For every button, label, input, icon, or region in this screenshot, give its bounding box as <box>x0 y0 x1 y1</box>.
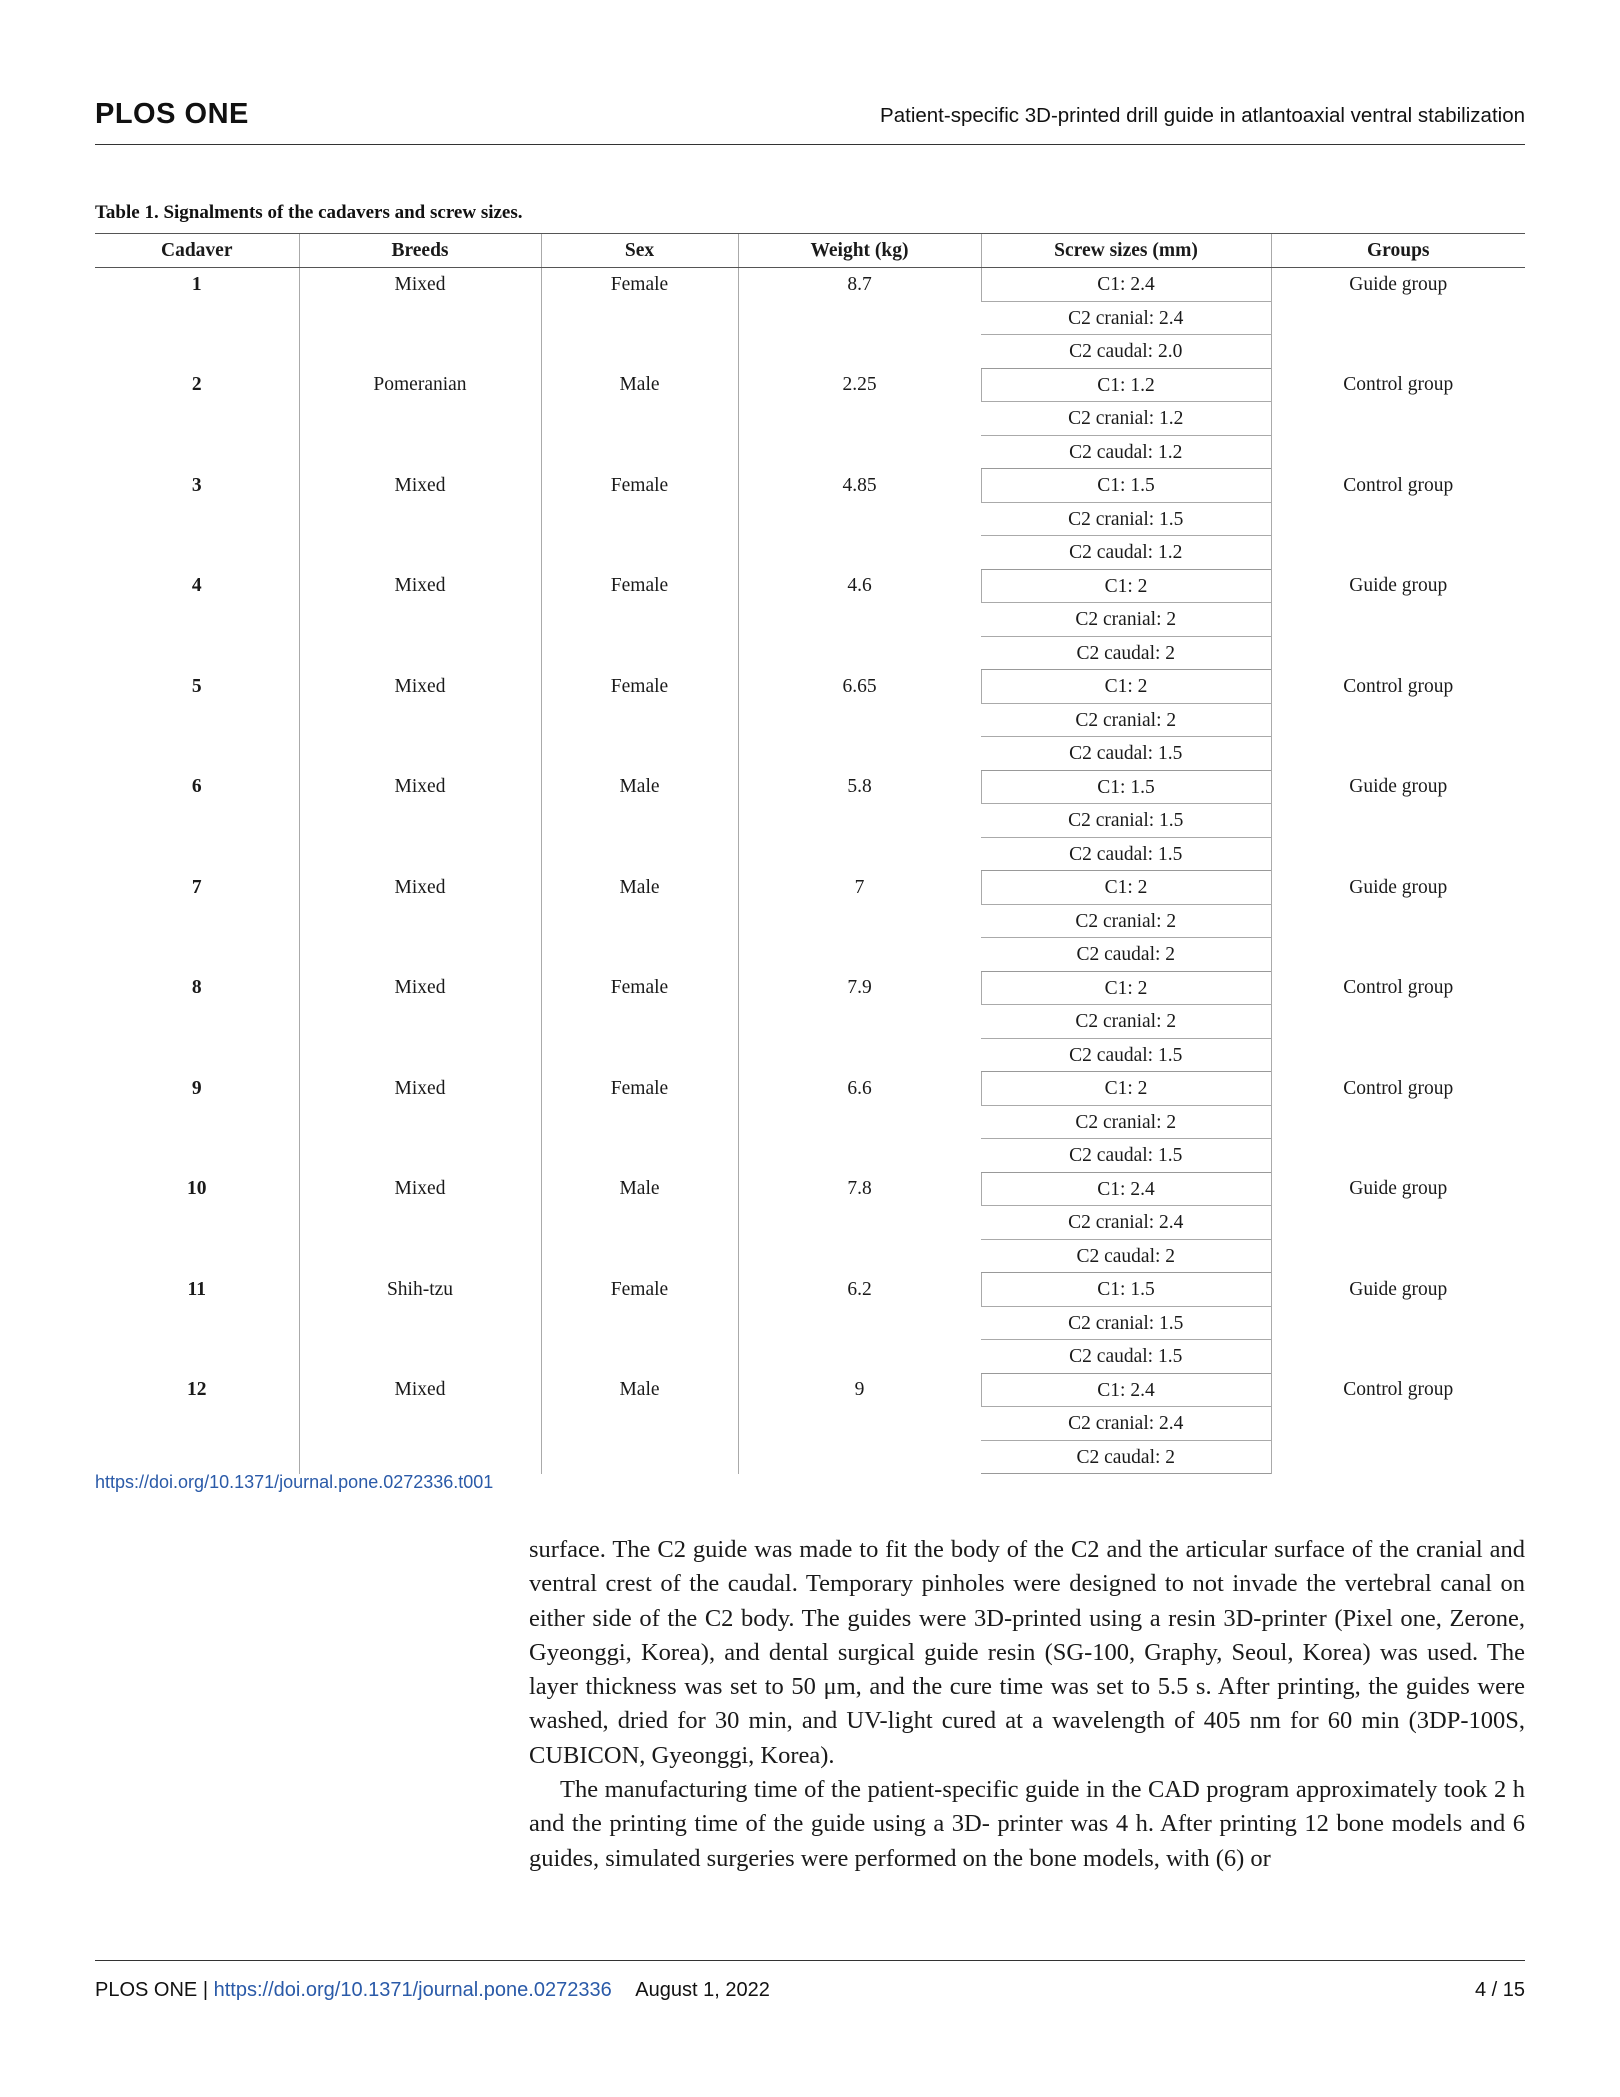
table-caption: Table 1. Signalments of the cadavers and screw sizes. <box>95 202 523 223</box>
cell-breed: Mixed <box>299 1072 541 1173</box>
cell-cadaver: 5 <box>191 675 202 697</box>
column-header-groups: Groups <box>1271 234 1525 268</box>
cell-breed: Mixed <box>299 469 541 570</box>
cell-cadaver: 10 <box>187 1178 207 1199</box>
cell-breed: Mixed <box>299 670 541 771</box>
table-row <box>95 1273 1525 1307</box>
cell-weight: 6.65 <box>738 670 981 771</box>
cell-breed: Pomeranian <box>299 368 541 469</box>
cell-weight: 6.6 <box>738 1072 981 1173</box>
cell-screw-size: C2 cranial: 2 <box>981 1105 1271 1139</box>
table-row <box>95 1072 1525 1106</box>
cell-screw-size: C2 caudal: 2 <box>981 1440 1271 1474</box>
cell-weight: 7.8 <box>738 1172 981 1273</box>
cell-cadaver: 12 <box>187 1379 207 1400</box>
cell-screw-size: C2 cranial: 2 <box>981 603 1271 637</box>
cell-screw-size: C1: 2.4 <box>981 1172 1271 1206</box>
table-row <box>95 670 1525 704</box>
cell-weight: 9 <box>738 1373 981 1474</box>
cell-screw-size: C2 cranial: 2.4 <box>981 301 1271 335</box>
cell-screw-size: C1: 1.5 <box>981 469 1271 503</box>
cell-cadaver: 4 <box>191 575 202 596</box>
cell-sex: Male <box>541 871 738 972</box>
cell-weight: 4.6 <box>738 569 981 670</box>
cell-breed: Mixed <box>299 1373 541 1474</box>
cell-breed: Shih-tzu <box>299 1273 541 1374</box>
body-text <box>529 1533 1525 1876</box>
cell-group: Control group <box>1271 670 1525 771</box>
column-header-breeds: Breeds <box>299 234 541 268</box>
table-row <box>95 1373 1525 1407</box>
cell-breed: Mixed <box>299 268 541 369</box>
cell-screw-size: C1: 1.2 <box>981 368 1271 402</box>
cell-weight: 2.25 <box>738 368 981 469</box>
cell-group: Control group <box>1271 1373 1525 1474</box>
table-row <box>95 368 1525 402</box>
cell-screw-size: C1: 1.5 <box>981 1273 1271 1307</box>
table-row <box>95 971 1525 1005</box>
table-header-row <box>95 234 1525 268</box>
cell-cadaver: 3 <box>191 474 202 496</box>
footer-separator: | <box>202 1979 209 2001</box>
cell-sex: Female <box>541 670 738 771</box>
footer-date: August 1, 2022 <box>635 1979 770 2001</box>
cell-sex: Male <box>541 368 738 469</box>
cell-sex: Female <box>541 1273 738 1374</box>
cell-group: Control group <box>1271 971 1525 1072</box>
cell-screw-size: C2 caudal: 1.5 <box>981 1340 1271 1374</box>
cell-cadaver: 8 <box>191 977 202 998</box>
cell-screw-size: C2 cranial: 2 <box>981 703 1271 737</box>
cell-breed: Mixed <box>299 569 541 670</box>
cell-group: Guide group <box>1271 1172 1525 1273</box>
page-header <box>95 92 1525 145</box>
cell-cadaver: 7 <box>191 876 202 898</box>
table-row <box>95 469 1525 503</box>
cell-screw-size: C1: 2.4 <box>981 1373 1271 1407</box>
cell-sex: Female <box>541 469 738 570</box>
column-header-screw-sizes: Screw sizes (mm) <box>981 234 1271 268</box>
cell-sex: Male <box>541 770 738 871</box>
table-row <box>95 871 1525 905</box>
table-row <box>95 569 1525 603</box>
cell-screw-size: C1: 2.4 <box>981 268 1271 302</box>
cell-screw-size: C2 caudal: 2 <box>981 636 1271 670</box>
cell-cadaver: 2 <box>191 374 202 395</box>
cell-group: Guide group <box>1271 268 1525 369</box>
cell-screw-size: C2 cranial: 2.4 <box>981 1206 1271 1240</box>
cell-sex: Female <box>541 569 738 670</box>
cell-group: Guide group <box>1271 770 1525 871</box>
cell-breed: Mixed <box>299 971 541 1072</box>
cell-group: Control group <box>1271 368 1525 469</box>
footer-journal: PLOS ONE <box>95 1979 198 2001</box>
cell-weight: 7.9 <box>738 971 981 1072</box>
cell-sex: Female <box>541 971 738 1072</box>
cell-screw-size: C2 cranial: 2.4 <box>981 1407 1271 1441</box>
cell-screw-size: C2 caudal: 1.5 <box>981 737 1271 771</box>
column-header-weight: Weight (kg) <box>738 234 981 268</box>
cell-screw-size: C2 caudal: 1.5 <box>981 1139 1271 1173</box>
cell-breed: Mixed <box>299 871 541 972</box>
cell-screw-size: C2 caudal: 2 <box>981 938 1271 972</box>
cell-cadaver: 6 <box>191 776 202 797</box>
cell-screw-size: C2 caudal: 1.5 <box>981 837 1271 871</box>
cell-breed: Mixed <box>299 1172 541 1273</box>
cell-screw-size: C2 cranial: 1.2 <box>981 402 1271 436</box>
cell-weight: 7 <box>738 871 981 972</box>
body-paragraph-2: The manufacturing time of the patient-specific guide in the CAD program approximately took 2 h and the printing time of the guide using a 3D- printer was 4 h. After printing 12 bone models and 6 guides, simulated surgeries were performed on the bone models, with (6) or <box>529 1776 1525 1872</box>
cell-cadaver: 1 <box>191 274 202 295</box>
cell-screw-size: C1: 2 <box>981 871 1271 905</box>
cell-weight: 5.8 <box>738 770 981 871</box>
cell-group: Guide group <box>1271 871 1525 972</box>
running-title: Patient-specific 3D-printed drill guide in atlantoaxial ventral stabilization <box>880 104 1525 127</box>
column-header-cadaver: Cadaver <box>95 234 299 268</box>
cell-screw-size: C1: 1.5 <box>981 770 1271 804</box>
cell-screw-size: C1: 2 <box>981 670 1271 704</box>
cell-sex: Male <box>541 1373 738 1474</box>
cell-screw-size: C2 cranial: 1.5 <box>981 804 1271 838</box>
cell-breed: Mixed <box>299 770 541 871</box>
footer-citation <box>95 1979 770 2002</box>
table-row <box>95 1172 1525 1206</box>
cell-screw-size: C2 cranial: 1.5 <box>981 502 1271 536</box>
page-number: 4 / 15 <box>1474 1979 1525 2001</box>
cell-screw-size: C2 caudal: 1.2 <box>981 536 1271 570</box>
page-footer <box>95 1960 1525 2001</box>
cell-weight: 4.85 <box>738 469 981 570</box>
table-body <box>95 268 1525 1474</box>
cell-screw-size: C1: 2 <box>981 1072 1271 1106</box>
cell-group: Guide group <box>1271 569 1525 670</box>
table-doi-link[interactable]: https://doi.org/10.1371/journal.pone.0272336.t001 <box>95 1472 494 1492</box>
cell-group: Control group <box>1271 1072 1525 1173</box>
cell-screw-size: C2 caudal: 1.2 <box>981 435 1271 469</box>
table-row <box>95 268 1525 302</box>
cell-weight: 8.7 <box>738 268 981 369</box>
cell-screw-size: C2 caudal: 2 <box>981 1239 1271 1273</box>
body-paragraph-1: surface. The C2 guide was made to fit the body of the C2 and the articular surface of the cranial and ventral crest of the caudal. Temporary pinholes were designed to not invade the vertebral canal on either side of the C2 body. The guides were 3D-printed using a resin 3D-printer (Pixel one, Zerone, Gyeonggi, Korea), and dental surgical guide resin (SG-100, Graphy, Seoul, Korea) was used. The layer thickness was set to 50 μm, and the cure time was set to 5.5 s. After printing, the guides were washed, dried for 30 min, and UV-light cured at a wavelength of 405 nm for 60 min (3DP-100S, CUBICON, Gyeonggi, Korea). <box>529 1536 1525 1769</box>
cell-sex: Female <box>541 1072 738 1173</box>
cell-screw-size: C2 cranial: 1.5 <box>981 1306 1271 1340</box>
cell-sex: Female <box>541 268 738 369</box>
column-header-sex: Sex <box>541 234 738 268</box>
cell-sex: Male <box>541 1172 738 1273</box>
cell-group: Control group <box>1271 469 1525 570</box>
journal-name: PLOS ONE <box>95 98 249 130</box>
cell-screw-size: C2 cranial: 2 <box>981 904 1271 938</box>
cell-screw-size: C2 cranial: 2 <box>981 1005 1271 1039</box>
cell-screw-size: C2 caudal: 1.5 <box>981 1038 1271 1072</box>
cell-weight: 6.2 <box>738 1273 981 1374</box>
cell-group: Guide group <box>1271 1273 1525 1374</box>
cell-screw-size: C1: 2 <box>981 569 1271 603</box>
cell-cadaver: 9 <box>191 1077 202 1099</box>
footer-doi-link[interactable]: https://doi.org/10.1371/journal.pone.0272336 <box>213 1979 612 2001</box>
table-row <box>95 770 1525 804</box>
signalments-table <box>95 233 1525 1474</box>
cell-screw-size: C2 caudal: 2.0 <box>981 335 1271 369</box>
cell-cadaver: 11 <box>187 1278 206 1300</box>
cell-screw-size: C1: 2 <box>981 971 1271 1005</box>
